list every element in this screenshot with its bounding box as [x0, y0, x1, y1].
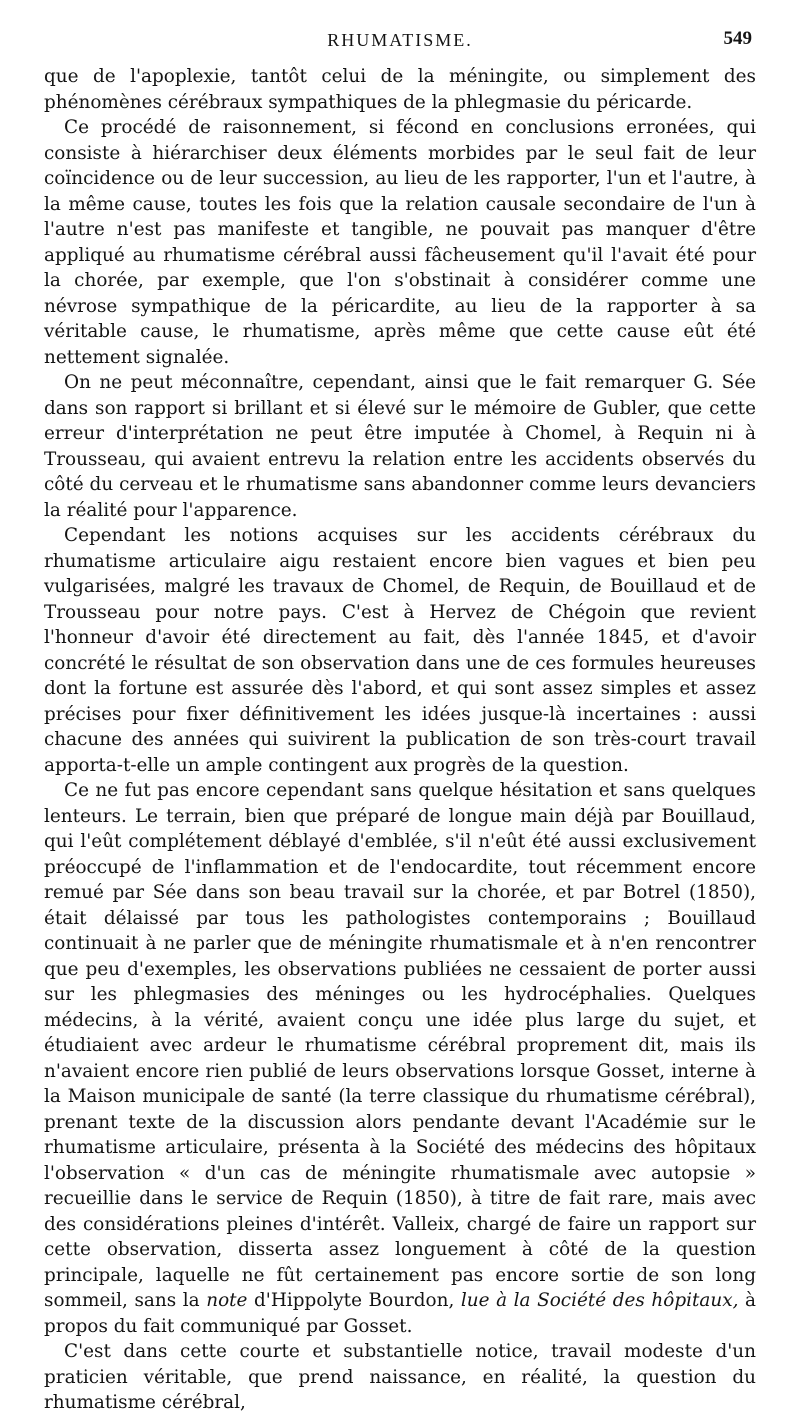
italic-note: note	[206, 1290, 248, 1311]
page-number: 549	[723, 28, 752, 49]
paragraph-5	[44, 778, 756, 1339]
paragraph-2: Ce procédé de raisonnement, si fécond en conclusions erronées, qui consiste à hiérarchiser deux éléments morbides par le seul fait de leur coïncidence ou de leur succession, au lieu de les rapporter, l'un et l'autre, à la même cause, toutes les fois que la relation causale secondaire de l'un à l'autre n'est pas manifeste et tangible, ne pouvait pas manquer d'être appliqué au rhumatisme cérébral aussi fâcheusement qu'il l'avait été pour la chorée, par exemple, que l'on s'obstinait à considérer comme une névrose sympathique de la péricardite, au lieu de la rapporter à sa véritable cause, le rhumatisme, après même que cette cause eût été nettement signalée.	[44, 117, 756, 368]
italic-venue: lue à la Société des hôpitaux,	[460, 1290, 739, 1311]
running-head	[44, 28, 756, 58]
paragraph-5-text: Ce ne fut pas encore cependant sans quelque hésitation et sans quelques lenteurs. Le terrain, bien que préparé de longue main déjà par Bouillaud, qui l'eût complétement déblayé d'emblée, s'il n'eût été aussi exclusivement préoccupé de l'inflammation et de l'endocardite, tout récemment encore remué par Sée dans son beau travail sur la chorée, et par Botrel (1850), était délaissé par tous les pathologistes contemporains ; Bouillaud continuait à ne parler que de méningite rhumatismale et à n'en rencontrer que peu d'exemples, les observations publiées ne cessaient de porter aussi sur les phlegmasies des méninges ou les hydrocéphalies. Quelques médecins, à la vérité, avaient conçu une idée plus large du sujet, et étudiaient avec ardeur le rhumatisme cérébral proprement dit, mais ils n'avaient encore rien publié de leurs observations lorsque Gosset, interne à la Maison municipale de santé (la terre classique du rhumatisme cérébral), prenant texte de la discussion alors pendante devant l'Académie sur le rhumatisme articulaire, présenta à la Société des médecins des hôpitaux l'observation « d'un cas de méningite rhumatismale avec autopsie » recueillie dans le service de Requin (1850), à titre de fait rare, mais avec des considérations pleines d'intérêt. Valleix, chargé de faire un rapport sur cette observation, disserta assez longuement à côté de la question principale, laquelle ne fût certainement pas encore sortie de son long sommeil, sans la	[44, 780, 756, 1311]
paragraph-3: On ne peut méconnaître, cependant, ainsi que le fait remarquer G. Sée dans son rapport si brillant et si élevé sur le mémoire de Gubler, que cette erreur d'interprétation ne peut être imputée à Chomel, à Requin ni à Trousseau, qui avaient entrevu la relation entre les accidents observés du côté du cerveau et le rhumatisme sans abandonner comme leurs devanciers la réalité pour l'apparence.	[44, 372, 756, 521]
paragraph-1: que de l'apoplexie, tantôt celui de la méningite, ou simplement des phénomènes cérébraux sympathiques de la phlegmasie du péricarde.	[44, 66, 756, 113]
body-text	[44, 64, 756, 1416]
running-title: RHUMATISME.	[327, 30, 473, 50]
paragraph-6: C'est dans cette courte et substantielle notice, travail modeste d'un praticien véritable, que prend naissance, en réalité, la question du rhumatisme cérébral,	[44, 1341, 756, 1413]
paragraph-5-end: à propos du fait communiqué par Gosset.	[44, 1290, 756, 1337]
paragraph-4: Cependant les notions acquises sur les accidents cérébraux du rhumatisme articulaire aigu restaient encore bien vagues et bien peu vulgarisées, malgré les travaux de Chomel, de Requin, de Bouillaud et de Trousseau pour notre pays. C'est à Hervez de Chégoin que revient l'honneur d'avoir été directement au fait, dès l'année 1845, et d'avoir concrété le résultat de son observation dans une de ces formules heureuses dont la fortune est assurée dès l'abord, et qui sont assez simples et assez précises pour fixer définitivement les idées jusque-là incertaines : aussi chacune des années qui suivirent la publication de son très-court travail apporta-t-elle un ample contingent aux progrès de la question.	[44, 525, 756, 776]
paragraph-5-author: d'Hippolyte Bourdon,	[247, 1290, 461, 1311]
